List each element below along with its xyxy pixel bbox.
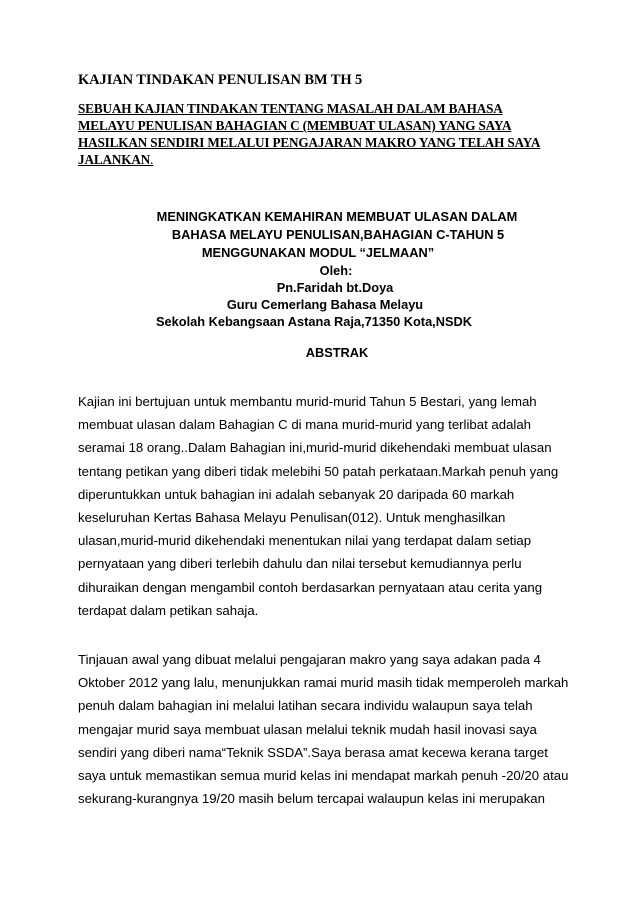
- paragraph-line: ulasan,murid-murid dikehendaki menentukan nilai yang terdapat dalam setiap: [78, 533, 532, 549]
- abstract-paragraph-1: [78, 390, 568, 622]
- paragraph-line: penuh dalam bahagian ini melalui latihan secara individu walaupun saya telah: [78, 698, 533, 714]
- intro-tail: .: [150, 152, 154, 167]
- paragraph-line: Kajian ini bertujuan untuk membantu murid-murid Tahun 5 Bestari, yang lemah: [78, 394, 537, 409]
- paragraph-line: Oktober 2012 yang lalu, menunjukkan ramai murid masih tidak memperoleh markah: [78, 675, 569, 691]
- paragraph-line: diperuntukkan untuk bahagian ini adalah sebanyak 20 daripada 60 markah: [78, 486, 515, 502]
- intro-line-text: JALANKAN: [78, 152, 151, 167]
- intro-line: SEBUAH KAJIAN TINDAKAN TENTANG MASALAH DALAM BAHASA: [78, 101, 503, 116]
- headline-line: MENGGUNAKAN MODUL “JELMAAN”: [201, 245, 435, 260]
- paragraph-line: mengajar murid saya membuat ulasan melalui teknik mudah hasil inovasi saya: [78, 721, 537, 737]
- paragraph-line: seramai 18 orang..Dalam Bahagian ini,murid-murid dikehendaki membuat ulasan: [78, 440, 552, 456]
- document-title: KAJIAN TINDAKAN PENULISAN BM TH 5: [78, 72, 363, 88]
- paragraph-line: keseluruhan Kertas Bahasa Melayu Penulisan(012). Untuk menghasilkan: [78, 510, 506, 526]
- headline: [0, 208, 638, 262]
- author-school: Sekolah Kebangsaan Astana Raja,71350 Kota,NSDK: [155, 314, 472, 329]
- paragraph-line: terdapat dalam petikan sahaja.: [78, 602, 259, 618]
- author-name: Pn.Faridah bt.Doya: [276, 280, 394, 295]
- intro-line: MELAYU PENULISAN BAHAGIAN C (MEMBUAT ULASAN) YANG SAYA: [78, 118, 512, 133]
- paragraph-line: saya untuk memastikan semua murid kelas ini mendapat markah penuh -20/20 atau: [78, 768, 569, 784]
- paragraph-line: dihuraikan dengan mengambil contoh berdasarkan pernyataan atau cerita yang: [78, 579, 543, 595]
- paragraph-line: tentang petikan yang diberi tidak melebihi 50 patah perkataan.Markah penuh yang: [78, 463, 559, 479]
- author-byline: [0, 262, 638, 330]
- paragraph-line: pernyataan yang diberi terlebih dahulu dan nilai tersebut kemudiannya perlu: [78, 556, 522, 572]
- intro-line: HASILKAN SENDIRI MELALUI PENGAJARAN MAKRO YANG TELAH SAYA: [78, 135, 541, 150]
- paragraph-line: sekurang-kurangnya 19/20 masih belum tercapai walaupun kelas ini merupakan: [78, 791, 545, 807]
- intro-statement: [78, 100, 558, 168]
- author-position: Guru Cemerlang Bahasa Melayu: [226, 297, 424, 312]
- headline-line: BAHASA MELAYU PENULISAN,BAHAGIAN C-TAHUN 5: [171, 227, 505, 242]
- paragraph-line: Tinjauan awal yang dibuat melalui pengajaran makro yang saya adakan pada 4: [78, 652, 541, 667]
- abstract-heading: ABSTRAK: [305, 345, 369, 360]
- byline-label: Oleh:: [319, 263, 353, 278]
- paragraph-line: membuat ulasan dalam Bahagian C di mana murid-murid yang terlibat adalah: [78, 417, 532, 433]
- paragraph-line: sendiri yang diberi nama“Teknik SSDA”.Saya berasa amat kecewa kerana target: [78, 744, 548, 760]
- abstract-paragraph-2: [78, 648, 568, 810]
- intro-line-last: [78, 151, 558, 168]
- headline-line: MENINGKATKAN KEMAHIRAN MEMBUAT ULASAN DALAM: [156, 209, 518, 224]
